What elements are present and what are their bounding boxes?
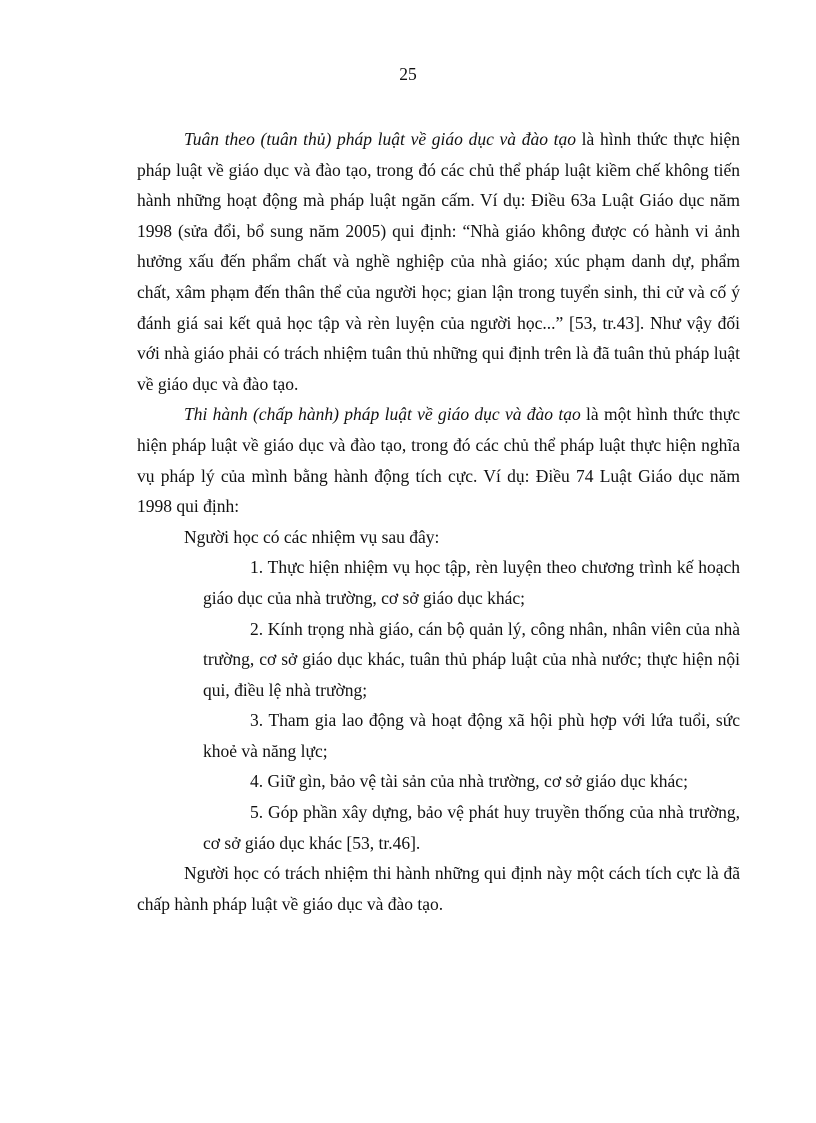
list-item: 4. Giữ gìn, bảo vệ tài sản của nhà trường, cơ sở giáo dục khác; <box>250 771 688 792</box>
closing-paragraph: Người học có trách nhiệm thi hành những qui định này một cách tích cực là đã chấp hành pháp luật về giáo dục và đào tạo. <box>137 863 740 914</box>
page-number: 25 <box>399 64 417 84</box>
quote-lead: Người học có các nhiệm vụ sau đây: <box>184 526 440 547</box>
list-item: 5. Góp phần xây dựng, bảo vệ phát huy truyền thống của nhà trường, cơ sở giáo dục khác [53, tr.46]. <box>203 802 740 853</box>
paragraph-text: là một hình thức thực hiện pháp luật về giáo dục và đào tạo, trong đó các chủ thể pháp luật thực hiện nghĩa vụ pháp lý của mình bằng hành động tích cực. Ví dụ: Điều 74 Luật Giáo dục năm 1998 qui định: <box>137 404 740 517</box>
list-item: 1. Thực hiện nhiệm vụ học tập, rèn luyện theo chương trình kế hoạch giáo dục của nhà trường, cơ sở giáo dục khác; <box>203 557 740 608</box>
term-tuan-theo: Tuân theo (tuân thủ) pháp luật về giáo dục và đào tạo <box>184 129 576 149</box>
paragraph-thi-hanh <box>137 399 740 521</box>
term-thi-hanh: Thi hành (chấp hành) pháp luật về giáo dục và đào tạo <box>184 404 581 425</box>
list-item: 2. Kính trọng nhà giáo, cán bộ quản lý, công nhân, nhân viên của nhà trường, cơ sở giáo dục khác, tuân thủ pháp luật của nhà nước; thực hiện nội qui, điều lệ nhà trường; <box>203 618 740 700</box>
document-body <box>137 124 740 919</box>
list-item: 3. Tham gia lao động và hoạt động xã hội phù hợp với lứa tuổi, sức khoẻ và năng lực; <box>203 710 740 761</box>
duties-list <box>137 552 740 858</box>
paragraph-tuan-theo <box>137 124 740 399</box>
paragraph-text: là hình thức thực hiện pháp luật về giáo dục và đào tạo, trong đó các chủ thể pháp luật kiềm chế không tiến hành những hoạt động mà pháp luật ngăn cấm. Ví dụ: Điều 63a Luật Giáo dục năm 1998 (sửa đổi, bổ sung năm 2005) qui định: “Nhà giáo không được có hành vi ảnh hưởng xấu đến phẩm chất và nghề nghiệp của nhà giáo; xúc phạm danh dự, phẩm chất, xâm phạm đến thân thể của người học; gian lận trong tuyển sinh, thi cử và cố ý đánh giá sai kết quả học tập và rèn luyện của người học...” [53, tr.43]. Như vậy đối với nhà giáo phải có trách nhiệm tuân thủ những qui định trên là đã tuân thủ pháp luật về giáo dục và đào tạo. <box>137 129 740 394</box>
